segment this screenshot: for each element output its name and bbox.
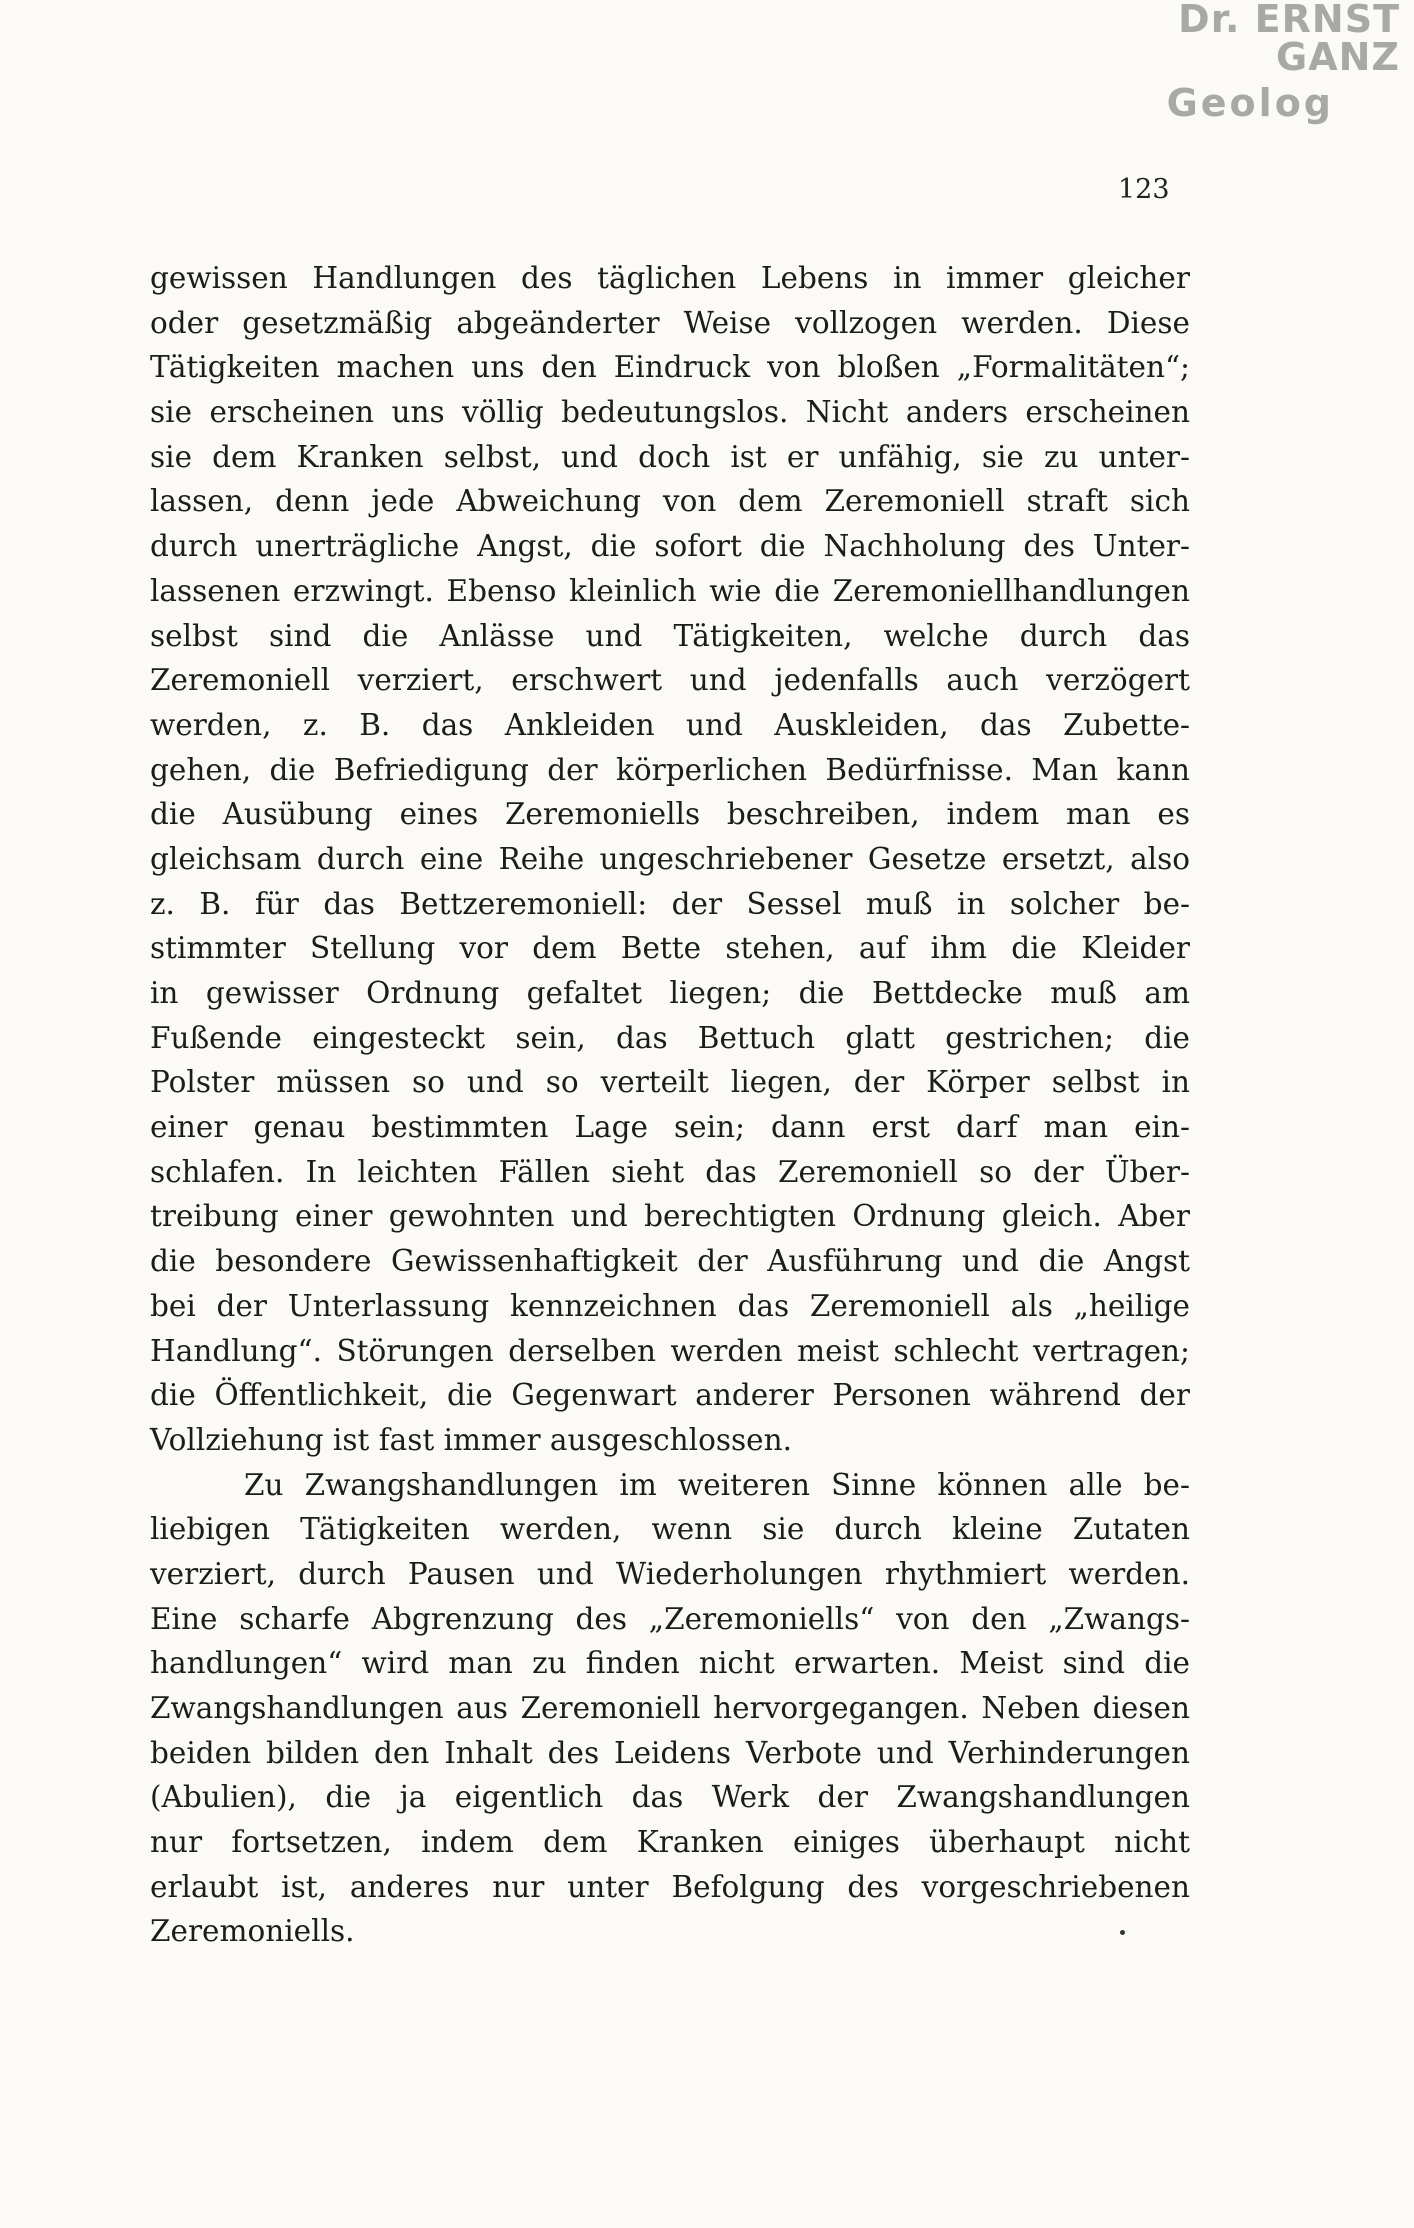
text-line: stimmter Stellung vor dem Bette stehen, auf ihm die Kleider — [150, 931, 1190, 966]
text-line: treibung einer gewohnten und berechtigten Ordnung gleich. Aber — [150, 1199, 1190, 1234]
text-line: Eine scharfe Abgrenzung des „Zeremoniells“ von den „Zwangs- — [150, 1601, 1190, 1636]
text-line: Zu Zwangshandlungen im weiteren Sinne können alle be- — [244, 1467, 1190, 1502]
text-line: z. B. für das Bettzeremoniell: der Sessel muß in solcher be- — [150, 886, 1190, 921]
text-line: gewissen Handlungen des täglichen Lebens in immer gleicher — [150, 261, 1190, 295]
body-text — [150, 256, 1190, 1954]
text-line: sie erscheinen uns völlig bedeutungslos. Nicht anders erscheinen — [150, 395, 1190, 430]
stamp-name: Dr. ERNST GANZ — [1178, 0, 1400, 79]
text-line: in gewisser Ordnung gefaltet liegen; die Bettdecke muß am — [150, 976, 1190, 1010]
text-line: beiden bilden den Inhalt des Leidens Verbote und Verhinderungen — [150, 1735, 1190, 1770]
text-line: oder gesetzmäßig abgeänderter Weise vollzogen werden. Diese — [150, 305, 1190, 340]
text-line: bei der Unterlassung kennzeichnen das Zeremoniell als „heilige — [150, 1288, 1190, 1323]
text-line: handlungen“ wird man zu finden nicht erwarten. Meist sind die — [150, 1646, 1190, 1681]
text-line: gleichsam durch eine Reihe ungeschriebener Gesetze ersetzt, also — [150, 841, 1190, 876]
text-line: die Öffentlichkeit, die Gegenwart anderer Personen während der — [150, 1378, 1190, 1413]
text-line: die besondere Gewissenhaftigkeit der Ausführung und die Angst — [150, 1244, 1190, 1279]
owner-stamp — [1060, 0, 1400, 125]
text-line: Vollziehung ist fast immer ausgeschlossen. — [150, 1422, 792, 1457]
text-line: liebigen Tätigkeiten werden, wenn sie durch kleine Zutaten — [150, 1512, 1190, 1547]
stamp-title: Geolog — [1166, 81, 1334, 125]
text-line: gehen, die Befriedigung der körperlichen Bedürfnisse. Man kann — [150, 752, 1190, 787]
paragraph-2 — [150, 1463, 1190, 1955]
paragraph-1 — [150, 256, 1190, 1463]
page-number: 123 — [1118, 174, 1170, 205]
text-line: Handlung“. Störungen derselben werden meist schlecht vertragen; — [150, 1333, 1190, 1368]
text-line: durch unerträgliche Angst, die sofort die Nachholung des Unter- — [150, 529, 1190, 564]
text-line: selbst sind die Anlässe und Tätigkeiten, welche durch das — [150, 618, 1190, 653]
text-line: Zwangshandlungen aus Zeremoniell hervorgegangen. Neben diesen — [150, 1691, 1190, 1725]
text-line: werden, z. B. das Ankleiden und Auskleiden, das Zubette- — [150, 707, 1190, 742]
text-line: die Ausübung eines Zeremoniells beschreiben, indem man es — [150, 797, 1190, 832]
text-line: Zeremoniells. — [150, 1914, 355, 1949]
text-line: lassen, denn jede Abweichung von dem Zeremoniell straft sich — [150, 484, 1190, 519]
text-line: einer genau bestimmten Lage sein; dann erst darf man ein- — [150, 1110, 1190, 1145]
text-line: Zeremoniell verziert, erschwert und jedenfalls auch verzögert — [150, 663, 1190, 698]
text-line: erlaubt ist, anderes nur unter Befolgung des vorgeschriebenen — [150, 1869, 1190, 1904]
text-line: verziert, durch Pausen und Wiederholungen rhythmiert werden. — [150, 1556, 1190, 1591]
ink-dot-mark — [1120, 1930, 1125, 1935]
text-line: lassenen erzwingt. Ebenso kleinlich wie die Zeremoniellhandlungen — [150, 573, 1190, 608]
text-line: Fußende eingesteckt sein, das Bettuch glatt gestrichen; die — [150, 1020, 1190, 1055]
text-line: Tätigkeiten machen uns den Eindruck von bloßen „Formalitäten“; — [150, 350, 1190, 385]
text-line: nur fortsetzen, indem dem Kranken einiges überhaupt nicht — [150, 1825, 1190, 1860]
text-line: sie dem Kranken selbst, und doch ist er unfähig, sie zu unter- — [150, 439, 1190, 474]
text-line: Polster müssen so und so verteilt liegen, der Körper selbst in — [150, 1065, 1190, 1100]
text-line: schlafen. In leichten Fällen sieht das Zeremoniell so der Über- — [150, 1154, 1190, 1189]
text-line: (Abulien), die ja eigentlich das Werk der Zwangshandlungen — [150, 1780, 1190, 1815]
